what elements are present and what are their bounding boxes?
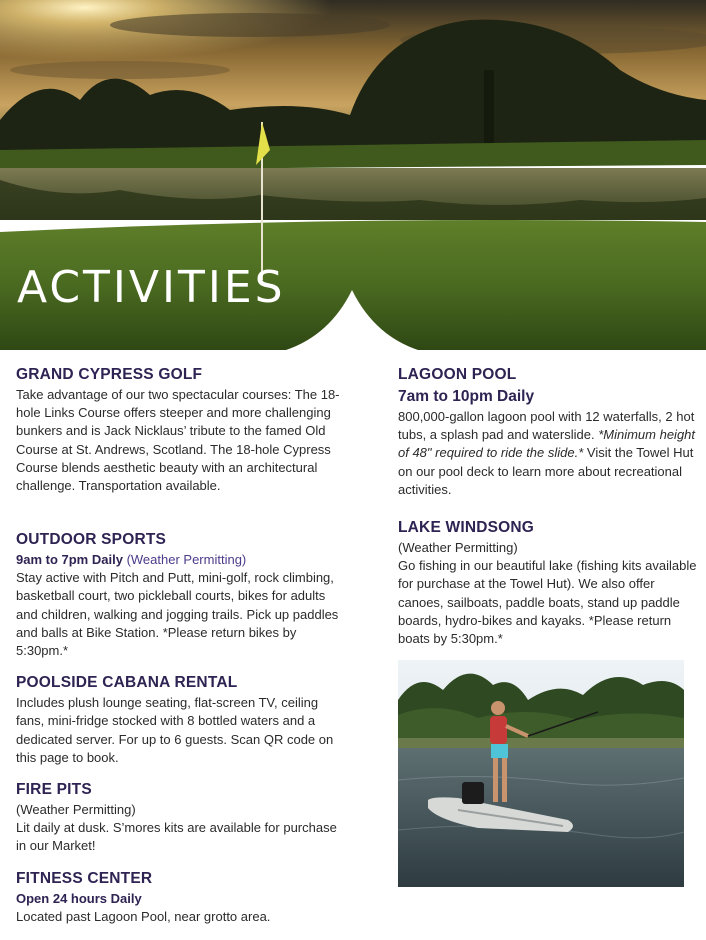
kayak-fishing-photo [398, 660, 684, 887]
weather-note: (Weather Permitting) [16, 802, 136, 818]
section-title: POOLSIDE CABANA RENTAL [16, 674, 238, 692]
section-body: Located past Lagoon Pool, near grotto area. [16, 908, 271, 924]
section-hours: Open 24 hours Daily [16, 890, 142, 906]
left-column [16, 364, 346, 926]
pool-height-note: *Minimum height of 48" required to ride the slide.* [398, 427, 696, 461]
section-title: OUTDOOR SPORTS [16, 531, 167, 549]
section-body [398, 408, 698, 499]
hero-banner [0, 0, 706, 350]
section-body: Stay active with Pitch and Putt, mini-golf, rock climbing, basketball court, two pickleball courts, bikes for adults and children, walking and jogging trails. Pick up paddles and balls at Bike Station. *Please return bikes by 5:30pm.* [16, 570, 339, 659]
pool-body-b: Visit the Towel Hut on our pool deck to learn more about recreational activities. [398, 445, 694, 497]
section-hours [16, 551, 346, 569]
section-fire-pits [16, 779, 346, 856]
section-body: Go fishing in our beautiful lake (fishing kits available for purchase at the Towel Hut). We also offer canoes, sailboats, paddle boats, stand up paddle boards, hydro-bikes and kayaks. *Please return boats by 5:30pm.* [398, 558, 697, 647]
weather-note: (Weather Permitting) [126, 552, 247, 568]
section-hours: 7am to 10pm Daily [398, 388, 535, 405]
section-golf [16, 364, 346, 495]
section-title: FITNESS CENTER [16, 869, 153, 887]
section-title: LAGOON POOL [398, 366, 517, 383]
section-lake-windsong [398, 517, 698, 648]
section-fitness [16, 868, 346, 926]
section-body: Take advantage of our two spectacular courses: The 18-hole Links Course offers steeper and more challenging bunkers and is Jack Nicklaus’ tribute to the famed Old Course at St. Andrews, Scotland. The 18-hole Cypress Course blends aesthetic beauty with an architectural challenge. Transportation available. [16, 387, 340, 494]
pool-body-a: 800,000-gallon lagoon pool with 12 waterfalls, 2 hot tubs, a splash pad and waterslide. [398, 409, 695, 443]
page-title: ACTIVITIES [17, 262, 286, 313]
section-title: FIRE PITS [16, 781, 92, 799]
section-outdoor-sports [16, 529, 346, 660]
section-body: Includes plush lounge seating, flat-screen TV, ceiling fans, mini-fridge stocked with 8 bottled waters and a dedicated server. For up to 6 guests. Scan QR code on this page to book. [16, 695, 334, 765]
section-lagoon-pool [398, 364, 698, 499]
hours-text: 9am to 7pm Daily [16, 552, 123, 568]
section-body: Lit daily at dusk. S’mores kits are available for purchase in our Market! [16, 820, 337, 854]
section-cabana [16, 672, 346, 767]
section-title: GRAND CYPRESS GOLF [16, 366, 203, 383]
weather-note: (Weather Permitting) [398, 540, 518, 556]
right-column [398, 364, 698, 648]
kayak-illustration [398, 660, 684, 887]
section-title: LAKE WINDSONG [398, 519, 535, 537]
